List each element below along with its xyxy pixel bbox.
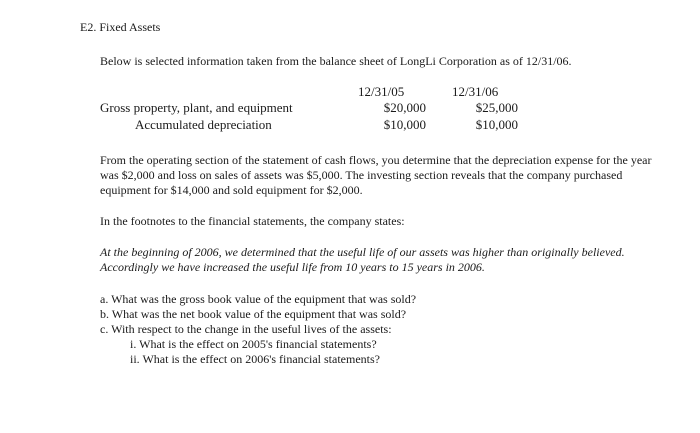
sub-question-i: i. What is the effect on 2005's financial statements? [130,337,377,351]
value-2005: $10,000 [383,117,426,132]
footnote-quote: At the beginning of 2006, we determined that the useful life of our assets was higher than originally believed. Accordingly we have increased the useful life from 10 years to 15 years in 2006. [100,245,625,274]
question-b: b. What was the net book value of the equipment that was sold? [100,307,407,321]
cash-flow-paragraph: From the operating section of the statement of cash flows, you determine that the depreciation expense for the year was $2,000 and loss on sales of assets was $5,000. The investing section reveals that the company purchased equipment for $14,000 and sold equipment for $2,000. [100,153,652,197]
sub-question-ii: ii. What is the effect on 2006's financial statements? [130,352,380,366]
row-label: Accumulated depreciation [135,117,272,132]
value-2005: $20,000 [383,100,426,115]
value-2006: $25,000 [475,100,518,115]
table-row-accumulated-depreciation [100,117,520,135]
column-header-2005: 12/31/05 [358,84,405,99]
question-c: c. With respect to the change in the useful lives of the assets: [100,322,392,336]
question-list [100,292,416,367]
intro-text: Below is selected information taken from the balance sheet of LongLi Corporation as of 12/31/06. [100,54,572,68]
question-a: a. What was the gross book value of the equipment that was sold? [100,292,417,306]
table-row-gross-ppe [100,100,520,118]
column-header-2006: 12/31/06 [452,84,499,99]
exercise-heading: E2. Fixed Assets [80,20,161,34]
row-label: Gross property, plant, and equipment [100,100,293,115]
footnote-intro: In the footnotes to the financial statements, the company states: [100,214,405,228]
value-2006: $10,000 [475,117,518,132]
